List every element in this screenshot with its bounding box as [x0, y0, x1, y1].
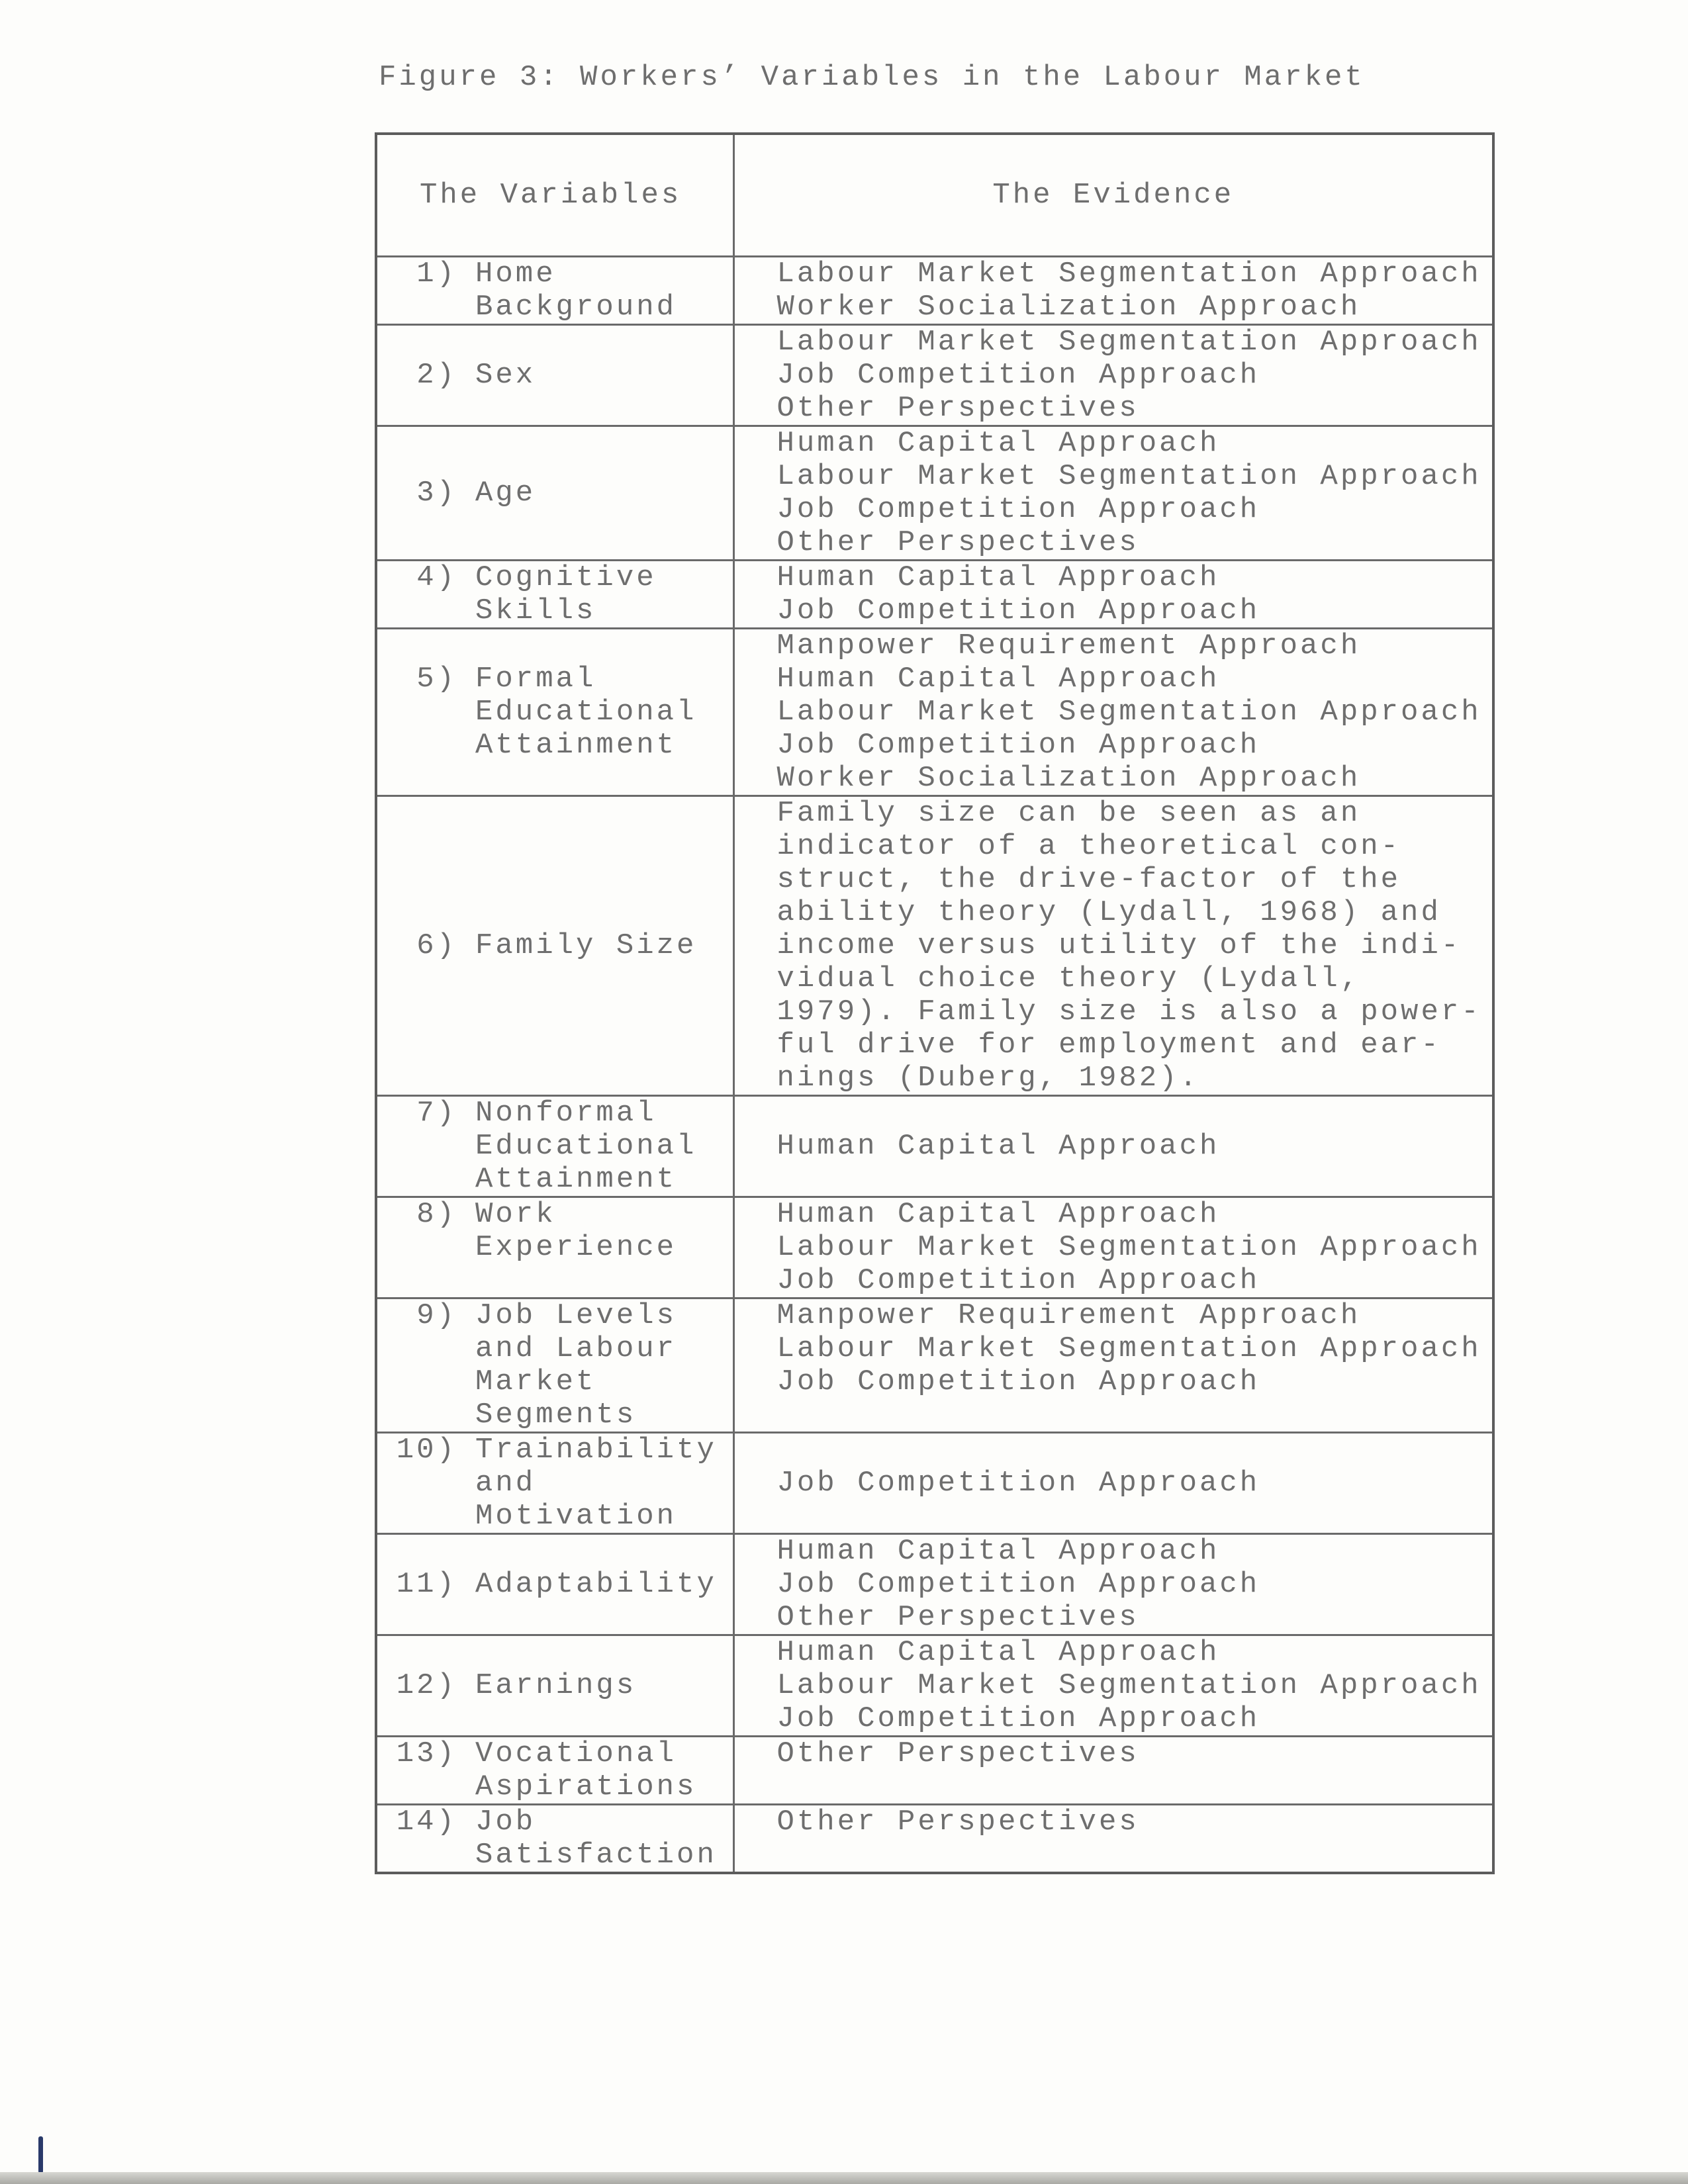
row-number: 13) — [396, 1737, 457, 1770]
evidence-cell: Manpower Requirement Approach Human Capital Approach Labour Market Segmentation Approach Job Competition Approach Worker Socialization Approach — [733, 629, 1493, 796]
evidence-cell: Labour Market Segmentation Approach Worker Socialization Approach — [733, 257, 1493, 325]
table-row — [376, 629, 1493, 796]
table-row — [376, 561, 1493, 629]
evidence-cell: Family size can be seen as an indicator of a theoretical con- struct, the drive-factor of the ability theory (Lydall, 1968) and income versus utility of the indi- vidual choice theory (Lydall, 1979). Family size is also a power- ful drive for employment and ear- nings (Duberg, 1982). — [733, 796, 1493, 1096]
evidence-cell: Human Capital Approach Labour Market Segmentation Approach Job Competition Approach — [733, 1197, 1493, 1298]
variable-cell — [376, 1534, 733, 1635]
table-row — [376, 1805, 1493, 1874]
table-row — [376, 1635, 1493, 1737]
variable-cell — [376, 257, 733, 325]
variable-cell — [376, 796, 733, 1096]
table-row — [376, 1737, 1493, 1805]
variable-cell — [376, 561, 733, 629]
variable-name: Nonformal Educational Attainment — [475, 1097, 697, 1196]
evidence-cell: Manpower Requirement Approach Labour Market Segmentation Approach Job Competition Approach — [733, 1298, 1493, 1433]
variable-cell — [376, 426, 733, 561]
variable-name: Job Levels and Labour Market Segments — [475, 1299, 677, 1432]
table-row — [376, 1534, 1493, 1635]
table-row — [376, 796, 1493, 1096]
variable-name: Adaptability — [475, 1568, 717, 1601]
variable-cell — [376, 1197, 733, 1298]
variable-name: Vocational Aspirations — [475, 1737, 697, 1803]
table-header-row — [376, 134, 1493, 257]
variable-cell — [376, 1805, 733, 1874]
variable-name: Sex — [475, 359, 536, 392]
evidence-cell: Other Perspectives — [733, 1805, 1493, 1874]
variable-name: Earnings — [475, 1669, 637, 1702]
table-row — [376, 257, 1493, 325]
evidence-cell: Human Capital Approach Labour Market Segmentation Approach Job Competition Approach — [733, 1635, 1493, 1737]
table-row — [376, 325, 1493, 426]
row-number: 2) — [416, 359, 457, 392]
row-number: 10) — [396, 1433, 457, 1467]
evidence-cell: Human Capital Approach Job Competition Approach — [733, 561, 1493, 629]
variable-name: Home Background — [475, 257, 677, 324]
variable-cell — [376, 1298, 733, 1433]
row-number: 11) — [396, 1568, 457, 1601]
header-variables: The Variables — [376, 134, 733, 257]
table-row — [376, 1298, 1493, 1433]
table-row — [376, 426, 1493, 561]
scan-edge-shadow — [0, 2172, 1688, 2184]
evidence-cell: Other Perspectives — [733, 1737, 1493, 1805]
table-row — [376, 1197, 1493, 1298]
variable-name: Trainability and Motivation — [475, 1433, 717, 1533]
evidence-cell: Human Capital Approach Labour Market Segmentation Approach Job Competition Approach Other Perspectives — [733, 426, 1493, 561]
margin-ink-mark — [38, 2136, 43, 2173]
header-evidence: The Evidence — [733, 134, 1493, 257]
variable-name: Job Satisfaction — [475, 1805, 717, 1872]
table-row — [376, 1096, 1493, 1197]
variable-name: Formal Educational Attainment — [475, 662, 697, 762]
row-number: 5) — [416, 662, 457, 696]
variable-name: Cognitive Skills — [475, 561, 657, 627]
variable-name: Family Size — [475, 929, 697, 962]
variable-name: Age — [475, 477, 536, 510]
variables-table — [375, 132, 1495, 1874]
row-number: 3) — [416, 477, 457, 510]
evidence-cell: Labour Market Segmentation Approach Job Competition Approach Other Perspectives — [733, 325, 1493, 426]
row-number: 1) — [416, 257, 457, 291]
row-number: 14) — [396, 1805, 457, 1839]
variable-cell — [376, 1737, 733, 1805]
evidence-cell: Job Competition Approach — [733, 1433, 1493, 1534]
variable-name: Work Experience — [475, 1198, 677, 1264]
row-number: 9) — [416, 1299, 457, 1332]
row-number: 7) — [416, 1097, 457, 1130]
evidence-cell: Human Capital Approach Job Competition Approach Other Perspectives — [733, 1534, 1493, 1635]
variable-cell — [376, 1096, 733, 1197]
row-number: 4) — [416, 561, 457, 594]
figure-caption: Figure 3: Workers’ Variables in the Labour Market — [379, 61, 1365, 94]
variable-cell — [376, 1433, 733, 1534]
variable-cell — [376, 325, 733, 426]
row-number: 8) — [416, 1198, 457, 1231]
row-number: 12) — [396, 1669, 457, 1702]
variable-cell — [376, 629, 733, 796]
evidence-cell: Human Capital Approach — [733, 1096, 1493, 1197]
table-row — [376, 1433, 1493, 1534]
row-number: 6) — [416, 929, 457, 962]
variable-cell — [376, 1635, 733, 1737]
